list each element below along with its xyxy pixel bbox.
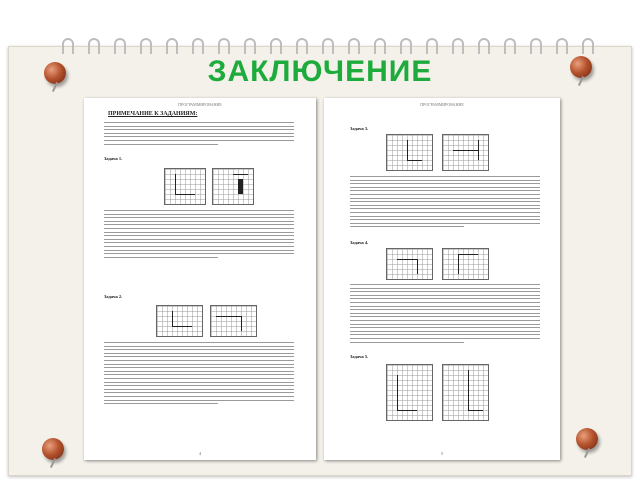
running-head: ПРОГРАММИРОВАНИЕ [178, 102, 222, 107]
task-description [104, 210, 294, 260]
notebook-ring [348, 38, 360, 54]
task-label: Задача 5. [350, 354, 369, 359]
running-head: ПРОГРАММИРОВАНИЕ [420, 102, 464, 107]
notebook-ring [582, 38, 594, 54]
page-heading: ПРИМЕЧАНИЕ К ЗАДАНИЯМ: [108, 111, 198, 117]
maze-grid [386, 134, 433, 171]
notebook-ring [166, 38, 178, 54]
notebook-ring [218, 38, 230, 54]
push-pin-icon [570, 56, 592, 78]
maze-grid [442, 364, 489, 421]
maze-grid [156, 305, 203, 337]
notebook-ring [88, 38, 100, 54]
notebook-ring [296, 38, 308, 54]
document-page-left [84, 98, 316, 460]
notebook-ring [556, 38, 568, 54]
document-page-right [324, 98, 560, 460]
notebook-ring [192, 38, 204, 54]
notebook-ring [322, 38, 334, 54]
push-pin-icon [42, 438, 64, 460]
notebook-ring [530, 38, 542, 54]
page-number: 5 [441, 451, 443, 456]
task-label: Задача 2. [104, 294, 123, 299]
maze-grid [212, 168, 254, 205]
notebook-ring [114, 38, 126, 54]
slide-title: ЗАКЛЮЧЕНИЕ [207, 55, 433, 88]
task-label: Задача 3. [350, 126, 369, 131]
notebook-ring [478, 38, 490, 54]
maze-grid [164, 168, 206, 205]
push-pin-icon [44, 62, 66, 84]
notebook-ring [452, 38, 464, 54]
task-description [104, 342, 294, 407]
notebook-ring [400, 38, 412, 54]
notebook-ring [374, 38, 386, 54]
maze-grid [210, 305, 257, 337]
maze-grid [442, 134, 489, 171]
maze-grid [386, 248, 433, 280]
task-description [350, 284, 540, 345]
notebook-rings [0, 38, 640, 56]
notebook-ring [504, 38, 516, 54]
task-description [350, 176, 540, 230]
notebook-ring [140, 38, 152, 54]
push-pin-icon [576, 428, 598, 450]
maze-grid [386, 364, 433, 421]
notebook-ring [426, 38, 438, 54]
maze-grid [442, 248, 489, 280]
task-label: Задача 4. [350, 240, 369, 245]
page-number: 4 [199, 451, 201, 456]
notebook-ring [62, 38, 74, 54]
task-label: Задача 1. [104, 156, 123, 161]
notebook-ring [270, 38, 282, 54]
notebook-ring [244, 38, 256, 54]
intro-text [104, 122, 294, 147]
